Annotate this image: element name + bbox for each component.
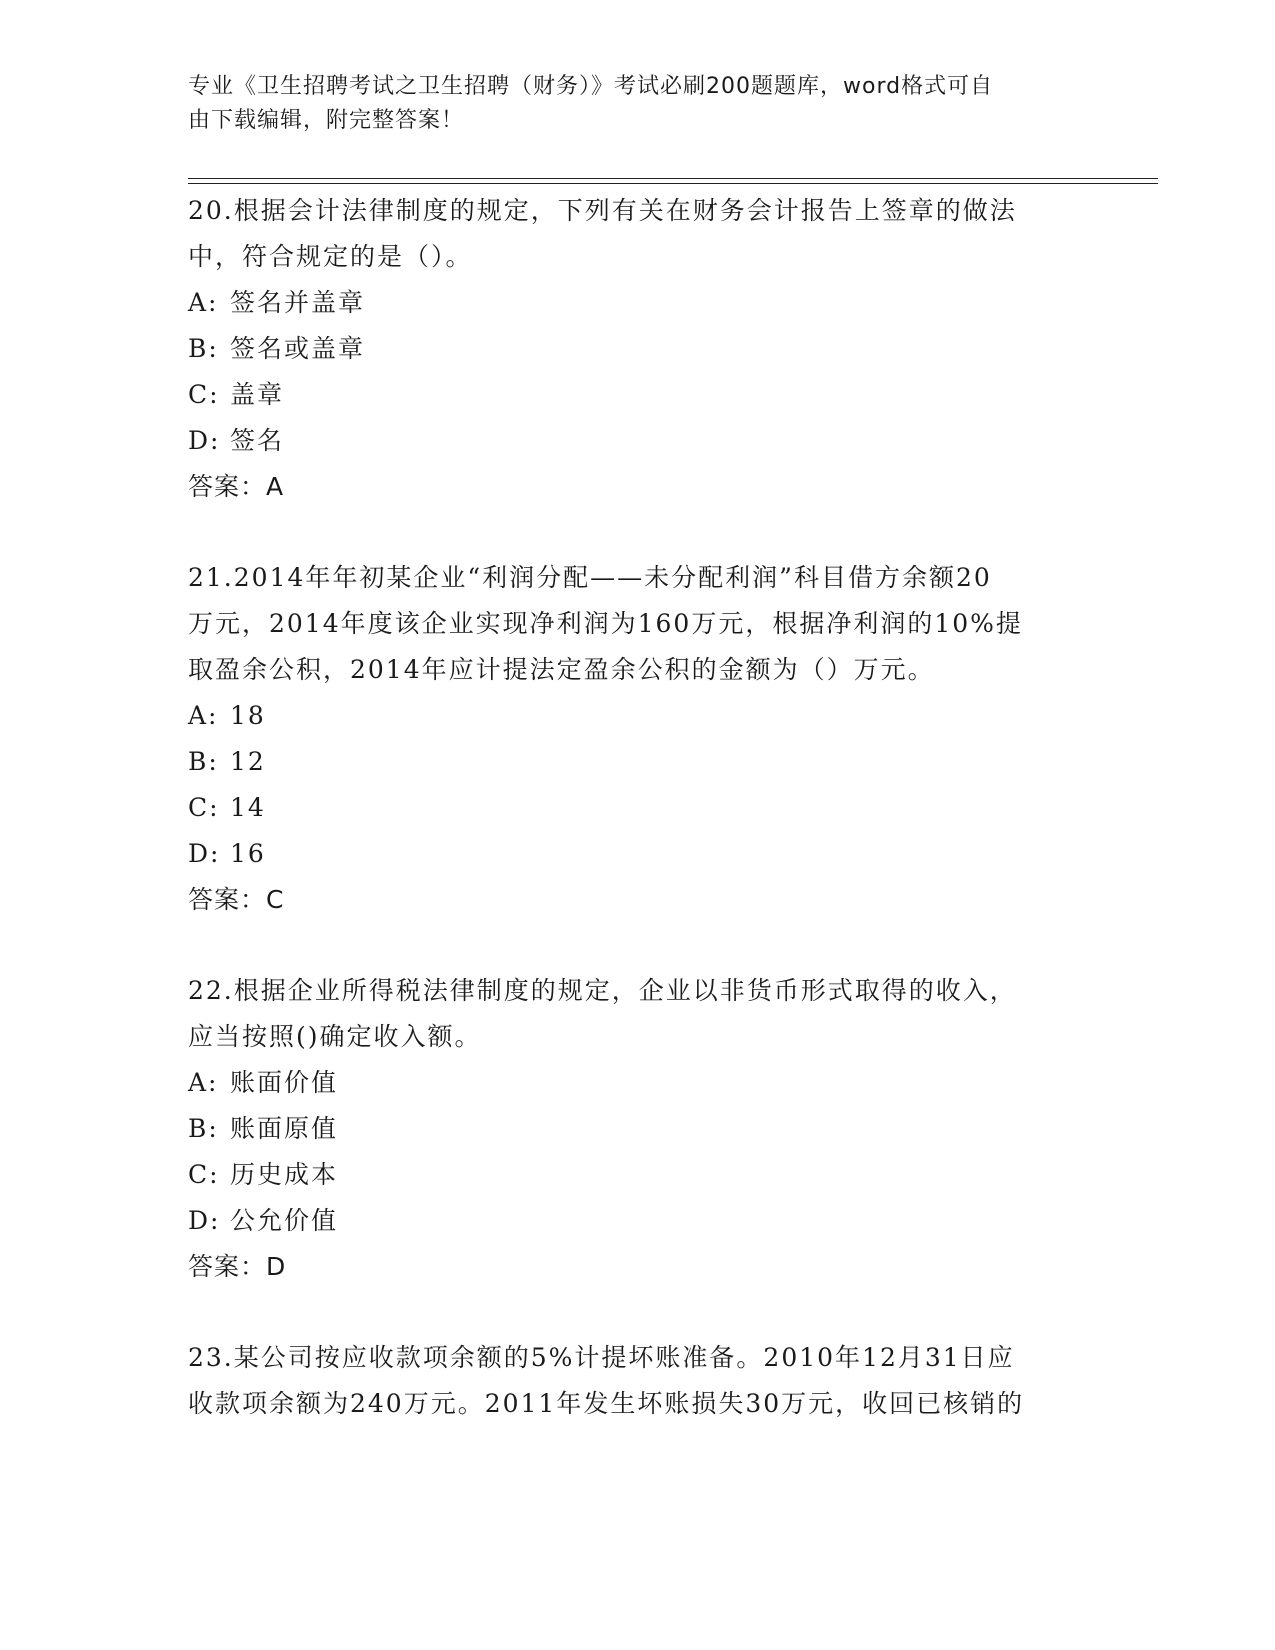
option-key: B:: [188, 1114, 219, 1143]
answer-option: [188, 739, 1088, 785]
answer-line: 答案：D: [188, 1252, 287, 1281]
answer-option: [188, 1198, 1088, 1244]
question-stem-line: 应当按照()确定收入额。: [188, 1022, 482, 1051]
header-divider-bottom: [188, 183, 1158, 184]
question-stem-line: 收款项余额为240万元。2011年发生坏账损失30万元，收回已核销的: [188, 1389, 1025, 1418]
question-1: [188, 188, 1088, 510]
question-4: [188, 1335, 1088, 1427]
option-text: 签名: [230, 426, 285, 455]
answer-option: [188, 693, 1088, 739]
option-text: 14: [230, 793, 266, 822]
question-stem-line: 22.根据企业所得税法律制度的规定，企业以非货币形式取得的收入，: [188, 976, 1017, 1005]
option-key: A:: [188, 288, 219, 317]
answer-option: [188, 1152, 1088, 1198]
question-stem-line: 21.2014年年初某企业“利润分配——未分配利润”科目借方余额20: [188, 563, 992, 592]
option-text: 账面价值: [230, 1068, 339, 1097]
answer-option: [188, 785, 1088, 831]
answer-option: [188, 418, 1088, 464]
option-text: 签名并盖章: [230, 288, 366, 317]
option-text: 18: [230, 701, 266, 730]
question-3: [188, 968, 1088, 1290]
answer-option: [188, 326, 1088, 372]
answer-option: [188, 1060, 1088, 1106]
header-divider-top: [188, 178, 1158, 179]
answer-option: [188, 831, 1088, 877]
answer-line: 答案：C: [188, 885, 285, 914]
answer-option: [188, 280, 1088, 326]
question-stem-line: 23.某公司按应收款项余额的5%计提坏账准备。2010年12月31日应: [188, 1343, 1015, 1372]
option-text: 账面原值: [230, 1114, 339, 1143]
option-key: C:: [188, 793, 220, 822]
option-key: B:: [188, 747, 219, 776]
option-key: D:: [188, 426, 221, 455]
option-key: A:: [188, 1068, 219, 1097]
document-header: [188, 70, 1068, 138]
answer-line: 答案：A: [188, 472, 285, 501]
header-line-2: 由下载编辑，附完整答案！: [188, 108, 465, 133]
option-key: B:: [188, 334, 219, 363]
question-2: [188, 555, 1088, 923]
option-text: 盖章: [230, 380, 285, 409]
option-text: 历史成本: [230, 1160, 339, 1189]
option-text: 12: [230, 747, 266, 776]
answer-option: [188, 372, 1088, 418]
option-key: A:: [188, 701, 219, 730]
option-key: D:: [188, 1206, 221, 1235]
question-list: [188, 188, 1088, 1472]
option-key: D:: [188, 839, 221, 868]
option-text: 16: [230, 839, 266, 868]
question-stem-line: 中，符合规定的是（）。: [188, 242, 473, 271]
option-text: 签名或盖章: [230, 334, 366, 363]
question-stem-line: 20.根据会计法律制度的规定，下列有关在财务会计报告上签章的做法: [188, 196, 1017, 225]
answer-option: [188, 1106, 1088, 1152]
question-stem-line: 万元，2014年度该企业实现净利润为160万元，根据净利润的10%提: [188, 609, 1023, 638]
option-key: C:: [188, 1160, 220, 1189]
header-line-1: 专业《卫生招聘考试之卫生招聘（财务）》考试必刷200题题库，word格式可自: [188, 74, 994, 99]
option-text: 公允价值: [230, 1206, 339, 1235]
option-key: C:: [188, 380, 220, 409]
question-stem-line: 取盈余公积，2014年应计提法定盈余公积的金额为（）万元。: [188, 655, 935, 684]
